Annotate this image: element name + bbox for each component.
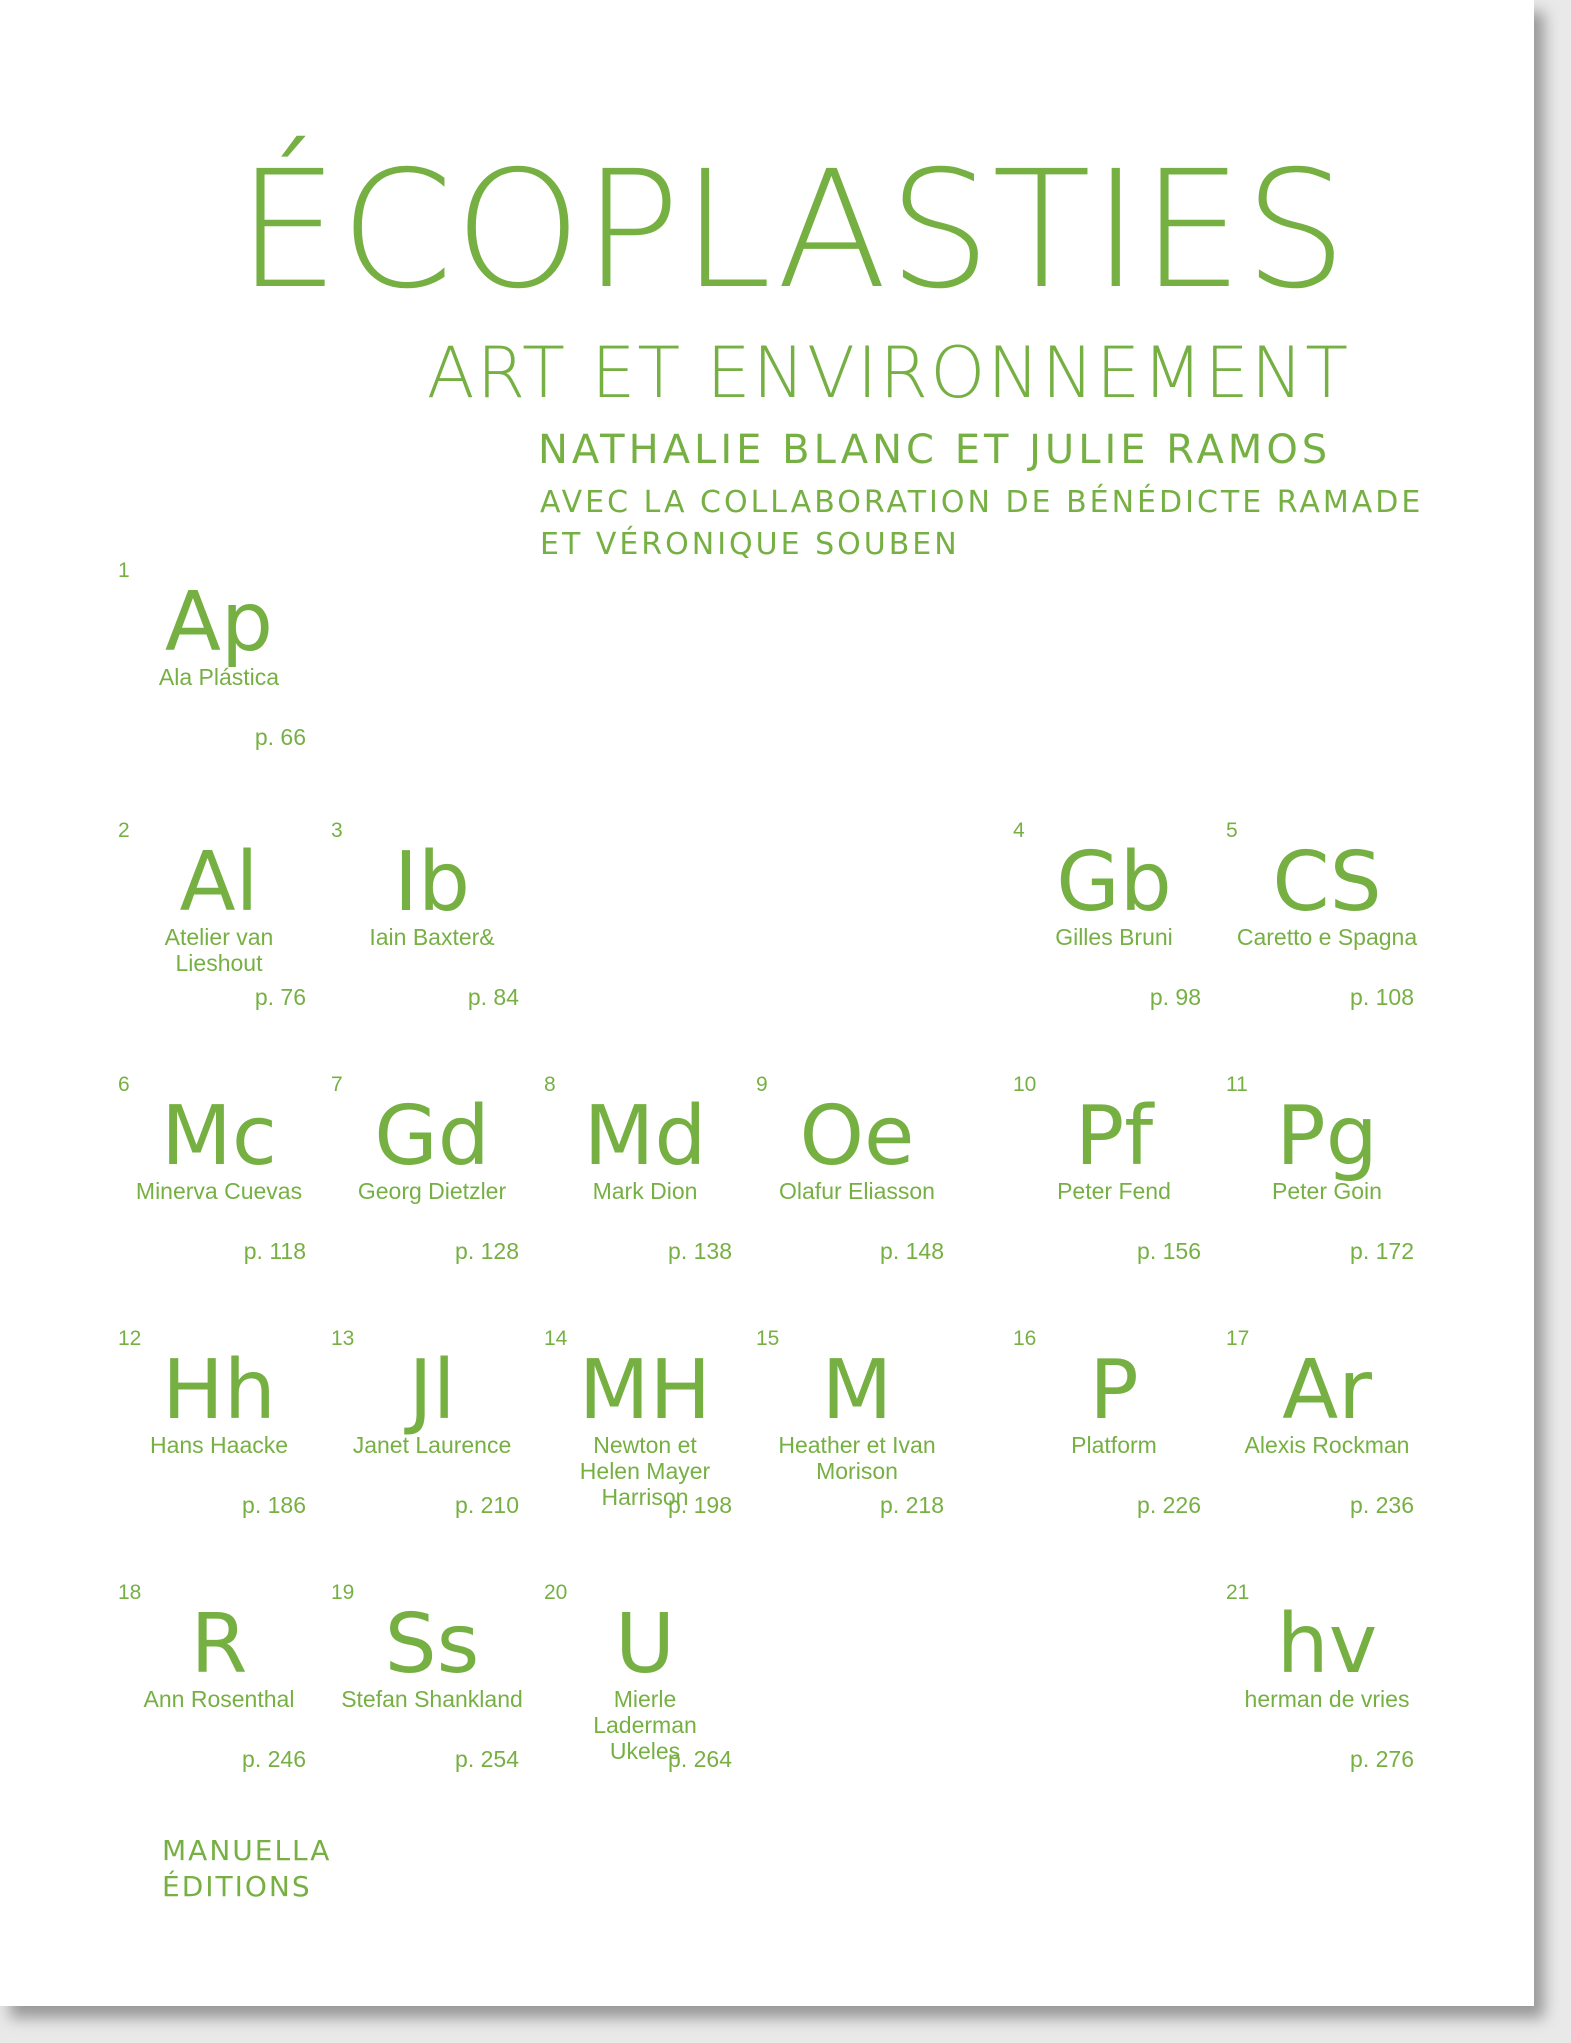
artist-name: Minerva Cuevas <box>135 1178 303 1204</box>
page-number: p. 172 <box>1350 1238 1414 1264</box>
element-symbol: Gd <box>374 1089 490 1184</box>
element-symbol: Pg <box>1276 1089 1378 1184</box>
element-symbol: P <box>1089 1343 1139 1438</box>
publisher-line-2: ÉDITIONS <box>162 1870 312 1903</box>
element-symbol: Jl <box>408 1343 456 1438</box>
element-cell-17 <box>1222 1328 1432 1528</box>
element-number: 18 <box>118 1581 142 1604</box>
element-symbol: CS <box>1272 835 1382 930</box>
element-cell-5 <box>1222 820 1432 1020</box>
element-number: 5 <box>1226 819 1238 842</box>
element-cell-3 <box>327 820 537 1020</box>
artist-name: Iain Baxter& <box>369 924 495 950</box>
element-cell-2 <box>114 820 324 1020</box>
book-authors: NATHALIE BLANC ET JULIE RAMOS <box>538 427 1332 473</box>
element-cell-21 <box>1222 1582 1432 1782</box>
page-number: p. 156 <box>1137 1238 1201 1264</box>
element-symbol: Ss <box>384 1597 480 1692</box>
element-cell-12 <box>114 1328 324 1528</box>
element-cell-1 <box>114 560 324 760</box>
page-number: p. 128 <box>455 1238 519 1264</box>
element-number: 17 <box>1226 1327 1250 1350</box>
book-title: ÉCOPLASTIES <box>236 137 1348 325</box>
element-symbol: Oe <box>799 1089 915 1184</box>
artist-name: Mark Dion <box>592 1178 698 1204</box>
page-number: p. 98 <box>1149 984 1201 1010</box>
page-number: p. 108 <box>1350 984 1414 1010</box>
page-number: p. 264 <box>668 1746 732 1772</box>
book-subtitle: ART ET ENVIRONNEMENT <box>426 332 1350 414</box>
element-symbol: Ib <box>393 835 471 930</box>
artist-name: Peter Fend <box>1057 1178 1171 1204</box>
artist-name: Olafur Eliasson <box>779 1178 935 1204</box>
artist-name: Ann Rosenthal <box>143 1686 295 1712</box>
page-number: p. 218 <box>880 1492 944 1518</box>
element-symbol: Md <box>583 1089 707 1184</box>
element-number: 14 <box>544 1327 568 1350</box>
element-symbol: Gb <box>1056 835 1172 930</box>
element-cell-20 <box>540 1582 750 1782</box>
page-number: p. 118 <box>243 1238 306 1264</box>
element-cell-7 <box>327 1074 537 1274</box>
element-number: 9 <box>756 1073 768 1096</box>
page-number: p. 138 <box>668 1238 732 1264</box>
page-number: p. 186 <box>242 1492 306 1518</box>
collaborators <box>540 482 1423 566</box>
element-cell-18 <box>114 1582 324 1782</box>
artist-name: Heather et Ivan Morison <box>778 1432 936 1484</box>
element-number: 16 <box>1013 1327 1037 1350</box>
element-symbol: hv <box>1276 1597 1378 1692</box>
artist-name: Mierle Laderman Ukeles <box>593 1686 697 1764</box>
page-number: p. 246 <box>242 1746 306 1772</box>
element-cell-11 <box>1222 1074 1432 1274</box>
element-number: 19 <box>331 1581 355 1604</box>
artist-name: Atelier van Lieshout <box>164 924 274 976</box>
element-symbol: Ar <box>1282 1343 1372 1438</box>
element-cell-14 <box>540 1328 750 1528</box>
element-cell-10 <box>1009 1074 1219 1274</box>
page-number: p. 276 <box>1350 1746 1414 1772</box>
artist-name: Hans Haacke <box>149 1432 289 1458</box>
element-cell-19 <box>327 1582 537 1782</box>
element-number: 21 <box>1226 1581 1250 1604</box>
artist-name: Peter Goin <box>1272 1178 1382 1204</box>
element-symbol: MH <box>578 1343 712 1438</box>
element-symbol: Ap <box>164 575 274 670</box>
element-symbol: Hh <box>162 1343 276 1438</box>
element-symbol: M <box>821 1343 893 1438</box>
page-number: p. 198 <box>668 1492 732 1518</box>
artist-name: herman de vries <box>1244 1686 1410 1712</box>
element-cell-16 <box>1009 1328 1219 1528</box>
page-number: p. 210 <box>455 1492 519 1518</box>
element-number: 3 <box>331 819 343 842</box>
collaboration-line-2: ET VÉRONIQUE SOUBEN <box>540 527 960 562</box>
publisher-logo <box>162 1833 331 1905</box>
publisher-line-1: MANUELLA <box>162 1834 332 1867</box>
element-number: 11 <box>1226 1073 1248 1096</box>
element-number: 20 <box>544 1581 568 1604</box>
element-cell-6 <box>114 1074 324 1274</box>
element-cell-13 <box>327 1328 537 1528</box>
artist-name: Platform <box>1071 1432 1157 1458</box>
artist-name: Gilles Bruni <box>1055 924 1173 950</box>
page-number: p. 236 <box>1350 1492 1414 1518</box>
element-symbol: R <box>190 1597 248 1692</box>
artist-name: Caretto e Spagna <box>1236 924 1418 950</box>
element-number: 1 <box>118 559 130 582</box>
element-number: 6 <box>118 1073 130 1096</box>
page-number: p. 254 <box>455 1746 519 1772</box>
element-number: 10 <box>1013 1073 1037 1096</box>
element-number: 15 <box>756 1327 780 1350</box>
element-symbol: U <box>614 1597 676 1692</box>
element-number: 4 <box>1013 819 1025 842</box>
artist-name: Georg Dietzler <box>357 1178 507 1204</box>
element-cell-15 <box>752 1328 962 1528</box>
element-symbol: Al <box>179 835 259 930</box>
artist-name: Janet Laurence <box>352 1432 512 1458</box>
artist-name: Stefan Shankland <box>341 1686 523 1712</box>
element-number: 13 <box>331 1327 355 1350</box>
page-number: p. 66 <box>254 724 306 750</box>
page-number: p. 84 <box>467 984 519 1010</box>
element-cell-4 <box>1009 820 1219 1020</box>
element-symbol: Mc <box>161 1089 277 1184</box>
page-number: p. 148 <box>880 1238 944 1264</box>
element-cell-8 <box>540 1074 750 1274</box>
element-number: 8 <box>544 1073 556 1096</box>
page-number: p. 76 <box>254 984 306 1010</box>
collaboration-line-1: AVEC LA COLLABORATION DE BÉNÉDICTE RAMADE <box>540 485 1424 520</box>
artist-name: Ala Plástica <box>158 664 280 690</box>
element-number: 7 <box>331 1073 343 1096</box>
element-number: 12 <box>118 1327 142 1350</box>
page-number: p. 226 <box>1137 1492 1201 1518</box>
element-cell-9 <box>752 1074 962 1274</box>
artist-name: Alexis Rockman <box>1244 1432 1410 1458</box>
element-number: 2 <box>118 819 130 842</box>
element-symbol: Pf <box>1074 1089 1154 1184</box>
artist-name: Newton et Helen Mayer Harrison <box>579 1432 711 1510</box>
